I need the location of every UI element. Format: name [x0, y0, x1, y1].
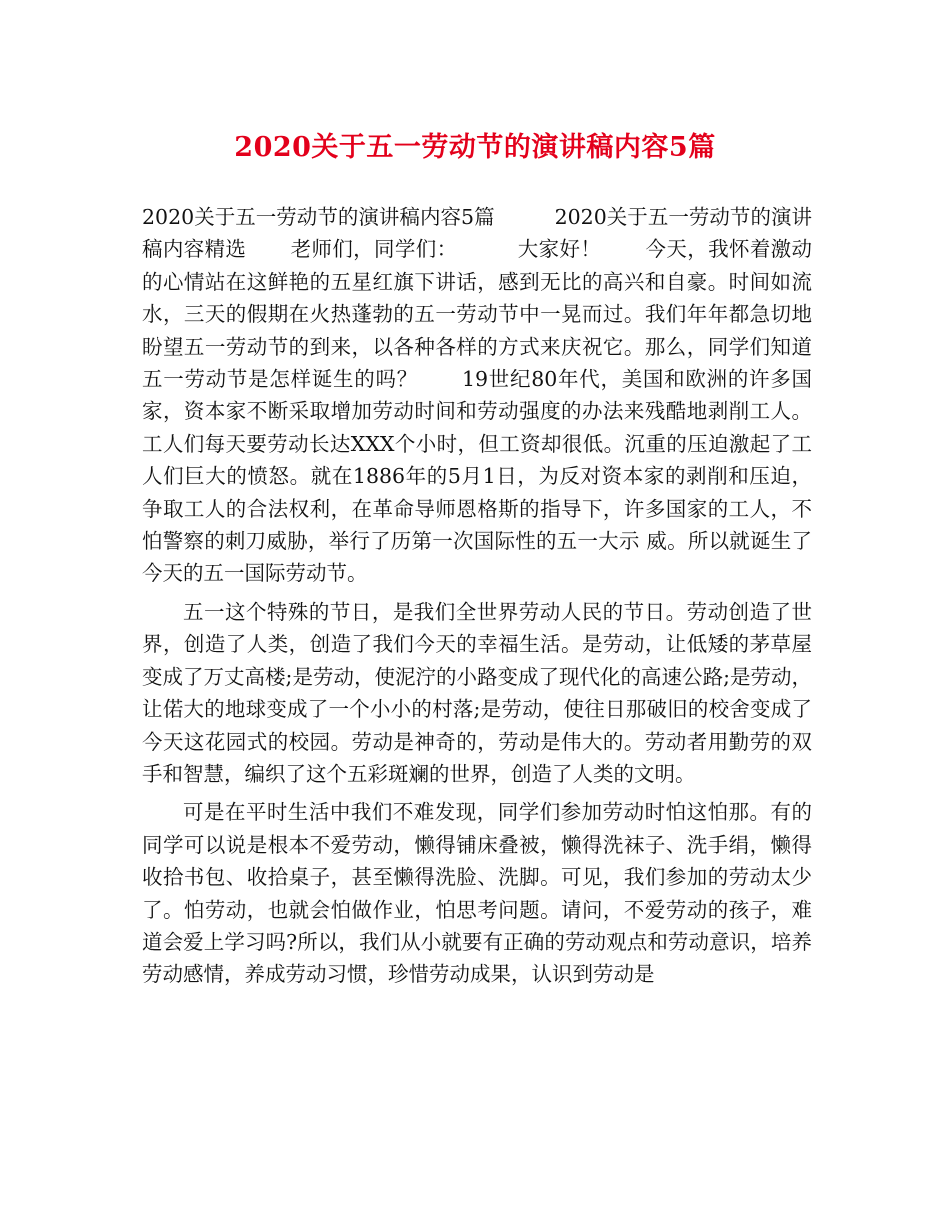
intro-text: 今天，我怀着激动的心情站在这鲜艳的五星红旗下讲话，感到无比的高兴和自豪。时间如流水，三天的假期在火热蓬勃的五一劳动节中一晃而过。我们年年都急切地盼望五一劳动节的到来，以各种各样的方式来庆祝它。那么，同学们知道五一劳动节是怎样诞生的吗？: [142, 237, 813, 392]
salutation: 老师们，同学们：: [290, 237, 458, 262]
paragraph-intro: [142, 201, 812, 590]
document-body: [142, 201, 812, 991]
intro-heading: 2020关于五一劳动节的演讲稿内容5篇: [142, 205, 495, 229]
paragraph-labor-day: 五一这个特殊的节日，是我们全世界劳动人民的节日。劳动创造了世界，创造了人类，创造了我们今天的幸福生活。是劳动，让低矮的茅草屋变成了万丈高楼;是劳动，使泥泞的小路变成了现代化的高速公路;是劳动，让偌大的地球变成了一个小小的村落;是劳动，使往日那破旧的校舍变成了今天这花园式的校园。劳动是神奇的，劳动是伟大的。劳动者用勤劳的双手和智慧，编织了这个五彩斑斓的世界，创造了人类的文明。: [142, 599, 812, 786]
paragraph-daily-life: 可是在平时生活中我们不难发现，同学们参加劳动时怕这怕那。有的同学可以说是根本不爱劳动，懒得铺床叠被，懒得洗袜子、洗手绢，懒得收拾书包、收拾桌子，甚至懒得洗脸、洗脚。可见，我们参加的劳动太少了。怕劳动，也就会怕做作业，怕思考问题。请问，不爱劳动的孩子，难道会爱上学习吗?所以，我们从小就要有正确的劳动观点和劳动意识，培养劳动感情，养成劳动习惯，珍惜劳动成果，认识到劳动是: [142, 800, 812, 987]
document-title: 2020关于五一劳动节的演讲稿内容5篇: [234, 132, 716, 163]
greeting: 大家好！: [517, 237, 602, 262]
intro-subheading: 2020关于五一劳动节的演讲稿内容精选: [142, 205, 812, 262]
history-text: 19世纪80年代，美国和欧洲的许多国家，资本家不断采取增加劳动时间和劳动强度的办法来残酷地剥削工人。工人们每天要劳动长达XXX个小时，但工资却很低。沉重的压迫激起了工人们巨大的愤怒。就在1886年的5月1日，为反对资本家的剥削和压迫，争取工人的合法权利，在革命导师恩格斯的指导下，许多国家的工人，不怕警察的刺刀威胁，举行了历第一次国际性的五一大示 威。所以就诞生了今天的五一国际劳动节。: [142, 367, 812, 586]
